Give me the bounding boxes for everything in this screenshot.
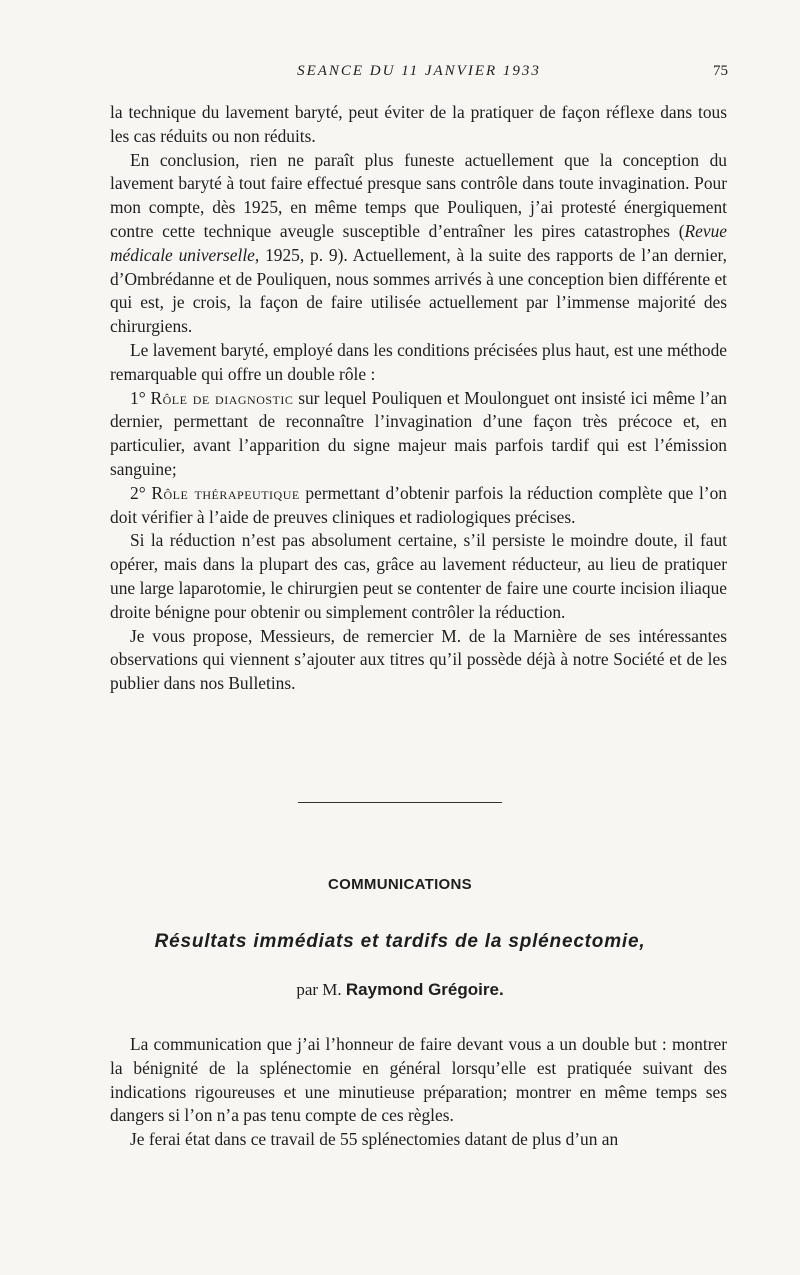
report-body [110,101,727,696]
page-header [110,61,728,85]
journal-citation: Revue médicale universelle [110,220,727,265]
paragraph: La communication que j’ai l’honneur de faire devant vous a un double but : montrer la bénignité de la splénectomie en général lorsqu’elle est pratiquée suivant des indications rigoureuses et une minutieuse préparation; montrer en même temps ses dangers si l’on n’a pas tenu compte de ces règles. [110,1034,727,1126]
paragraph: Si la réduction n’est pas absolument certaine, s’il persiste le moindre doute, il faut opérer, mais dans la plupart des cas, grâce au lavement réducteur, au lieu de pratiquer une large laparotomie, le chirurgien peut se contenter de faire une courte incision iliaque droite bénigne pour obtenir ou simplement contrôler la réduction. [110,530,727,622]
list-number: 1° [130,387,146,408]
communication-body [110,1033,727,1152]
article-author [0,980,800,1000]
text-run: En conclusion, rien ne paraît plus funeste actuellement que la conception du lavement baryté à tout faire effectué presque sans contrôle dans toute invagination. Pour mon compte, dès 1925, en même temps que Pouliquen, j’ai protesté énergiquement contre cette technique aveugle susceptible d’entraîner les pires catastrophes ( [110,149,727,241]
text-run: , 1925, p. 9). Actuellement, à la suite des rapports de l’an dernier, d’Ombrédanne et de Pouliquen, nous sommes arrivés à une conception bien différente et qui est, je crois, la façon de faire utilisée actuellement par l’immense majorité des chirurgiens. [110,244,727,337]
paragraph: Je vous propose, Messieurs, de remercier M. de la Marnière de ses intéressantes observations qui viennent s’ajouter aux titres qu’il possède déjà à notre Société et de les publier dans nos Bulletins. [110,625,727,694]
author-prefix: par M. [296,980,346,999]
paragraph [110,387,727,482]
paragraph [110,482,727,530]
list-number: 2° [130,482,146,503]
section-heading: COMMUNICATIONS [328,876,472,893]
running-title: SEANCE DU 11 JANVIER 1933 [297,63,541,79]
page-number: 75 [713,63,728,79]
paragraph: Le lavement baryté, employé dans les conditions précisées plus haut, est une méthode remarquable qui offre un double rôle : [110,339,727,384]
text-run: permettant d’obtenir parfois la réduction complète que l’on doit vérifier à l’aide de preuves cliniques et radiologiques précises. [110,482,727,527]
paragraph: la technique du lavement baryté, peut éviter de la pratiquer de façon réflexe dans tous les cas réduits ou non réduits. [110,102,727,146]
article-title: Résultats immédiats et tardifs de la splénectomie, [154,931,646,952]
role-heading: Rôle thérapeutique [151,482,300,503]
section-divider [298,802,502,803]
text-run: sur lequel Pouliquen et Moulonguet ont insisté ici même l’an dernier, permettant de reconnaître l’invagination d’une façon très précoce et, en particulier, avant l’apparition du signe majeur mais parfois tardif qui est l’émission sanguine; [110,387,727,479]
role-heading: Rôle de diagnostic [150,387,294,408]
paragraph: Je ferai état dans ce travail de 55 splénectomies datant de plus d’un an [130,1129,619,1150]
paragraph [110,149,727,339]
author-name: Raymond Grégoire. [345,980,504,999]
